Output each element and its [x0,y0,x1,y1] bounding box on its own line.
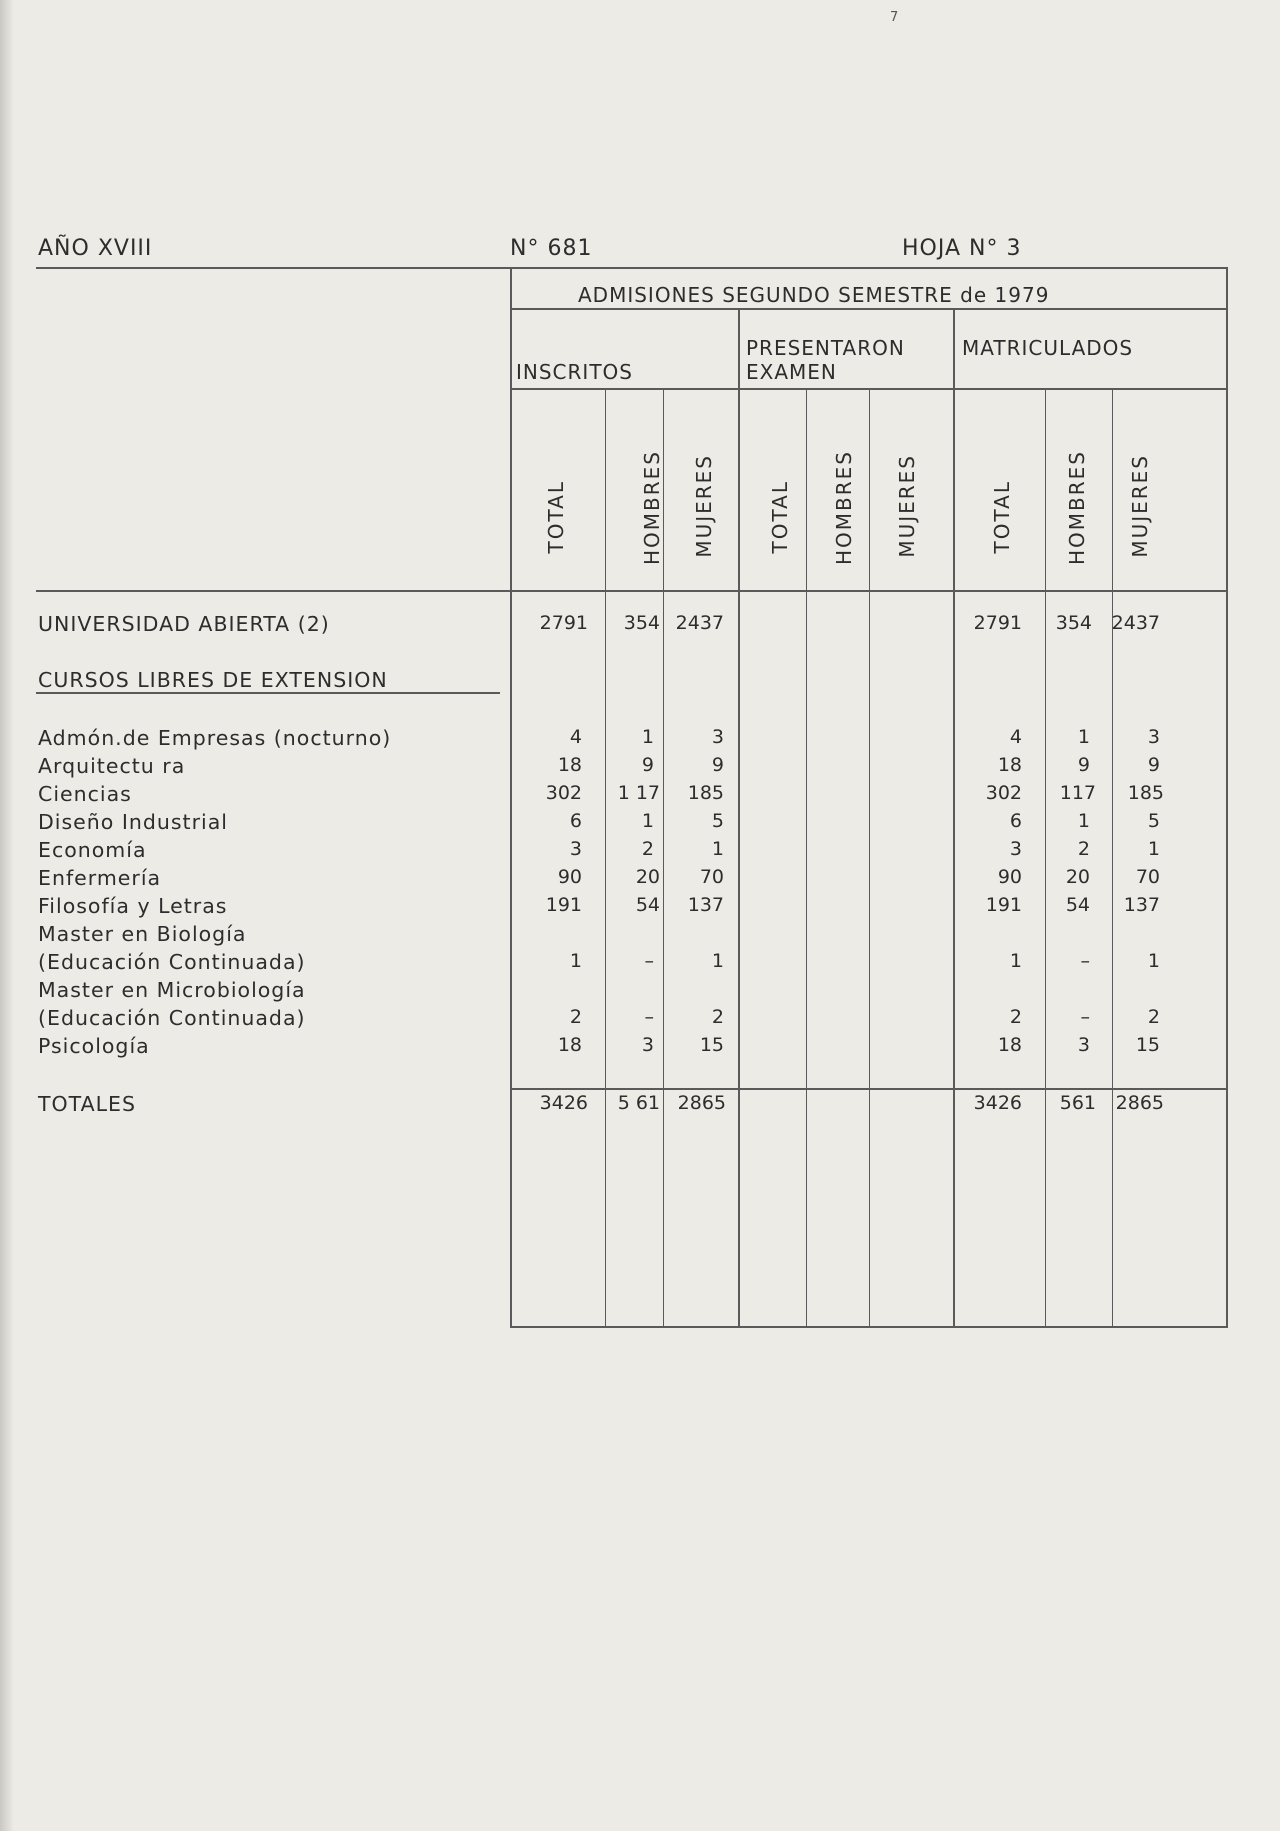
cell-total: 2865 [1115,1092,1164,1114]
cell: 70 [1135,866,1160,888]
group-inscritos: INSCRITOS [516,360,633,384]
section-label: CURSOS LIBRES DE EXTENSION [38,668,388,692]
cell-total: 5 61 [617,1092,660,1114]
cell: 3 [641,1034,654,1056]
cell: 15 [699,1034,724,1056]
cell: 3 [1147,726,1160,748]
cell: 20 [1065,866,1090,888]
col-ins-mujeres: MUJERES [692,454,716,558]
cell: 191 [545,894,582,916]
cell: 3 [1009,838,1022,860]
col-mat-mujeres: MUJERES [1128,454,1152,558]
cell: 20 [635,866,660,888]
row-label: Ciencias [38,782,132,806]
cell: 18 [557,754,582,776]
row-label: Enfermería [38,866,162,890]
cell: 302 [545,782,582,804]
row-label: Master en Biología [38,922,247,946]
cell: 5 [1147,810,1160,832]
col-pre-hombres: HOMBRES [832,450,856,565]
cell: 1 [1147,838,1160,860]
cell: – [1080,1006,1090,1028]
page-edge-shadow [0,0,14,1831]
row-label: TOTALES [38,1092,136,1116]
col-pre-mujeres: MUJERES [895,454,919,558]
cell: 9 [711,754,724,776]
cell: 54 [1065,894,1090,916]
cell-total: 3426 [539,1092,588,1114]
col-pre-total: TOTAL [768,480,792,554]
cell: 5 [711,810,724,832]
page-mark: 7 [890,10,899,25]
cell: 191 [985,894,1022,916]
cell: 1 [711,838,724,860]
cell: – [1080,950,1090,972]
cell: 2791 [973,612,1022,634]
cell: 2 [1009,1006,1022,1028]
cell: 2 [569,1006,582,1028]
cell: 4 [1009,726,1022,748]
row-label: Diseño Industrial [38,810,228,834]
cell: 302 [985,782,1022,804]
cell: 185 [1127,782,1164,804]
cell: 18 [997,1034,1022,1056]
cell: 18 [997,754,1022,776]
cell: 1 [1077,810,1090,832]
row-label: Admón.de Empresas (nocturno) [38,726,392,750]
cell: 1 [711,950,724,972]
cell: – [644,1006,654,1028]
cell: 90 [557,866,582,888]
cell: 9 [1147,754,1160,776]
cell: 137 [687,894,724,916]
cell: 54 [635,894,660,916]
year-label: AÑO XVIII [38,236,153,261]
col-mat-total: TOTAL [990,480,1014,554]
issue-number: N° 681 [510,236,593,261]
cell: 90 [997,866,1022,888]
col-mat-hombres: HOMBRES [1065,450,1089,565]
cell: 1 [1009,950,1022,972]
cell: 1 [1077,726,1090,748]
cell: 18 [557,1034,582,1056]
table-title: ADMISIONES SEGUNDO SEMESTRE de 1979 [578,283,1050,307]
cell: 117 [1059,782,1096,804]
cell: 9 [1077,754,1090,776]
cell: 6 [569,810,582,832]
row-label: Filosofía y Letras [38,894,228,918]
cell: 3 [1077,1034,1090,1056]
document-header [36,236,1226,266]
row-label: (Educación Continuada) [38,950,306,974]
cell-total: 3426 [973,1092,1022,1114]
cell: 9 [641,754,654,776]
row-label: Economía [38,838,147,862]
group-matriculados: MATRICULADOS [962,336,1134,360]
cell: 1 [1147,950,1160,972]
group-examen: EXAMEN [746,360,837,384]
cell: 2437 [675,612,724,634]
cell: 2 [1147,1006,1160,1028]
cell: 1 [569,950,582,972]
cell: 1 [641,726,654,748]
col-ins-hombres: HOMBRES [640,450,664,565]
cell: 2 [641,838,654,860]
row-label: Master en Microbiología [38,978,306,1002]
sheet-number: HOJA N° 3 [902,236,1022,261]
cell: 1 17 [617,782,660,804]
col-ins-total: TOTAL [544,480,568,554]
cell: 3 [711,726,724,748]
row-label: Arquitectu ra [38,754,186,778]
cell: 15 [1135,1034,1160,1056]
cell: 354 [623,612,660,634]
row-label: Psicología [38,1034,150,1058]
cell: 6 [1009,810,1022,832]
cell: 2 [1077,838,1090,860]
cell: 3 [569,838,582,860]
cell: 1 [641,810,654,832]
cell-total: 561 [1059,1092,1096,1114]
cell: 2791 [539,612,588,634]
row-label: UNIVERSIDAD ABIERTA (2) [38,612,330,636]
group-presentaron: PRESENTARON [746,336,905,360]
cell: 4 [569,726,582,748]
cell: 2 [711,1006,724,1028]
cell: 70 [699,866,724,888]
header-underline [36,267,1226,269]
cell-total: 2865 [677,1092,726,1114]
cell: 137 [1123,894,1160,916]
cell: 354 [1055,612,1092,634]
row-label: (Educación Continuada) [38,1006,306,1030]
cell: 185 [687,782,724,804]
cell: 2437 [1111,612,1160,634]
cell: – [644,950,654,972]
